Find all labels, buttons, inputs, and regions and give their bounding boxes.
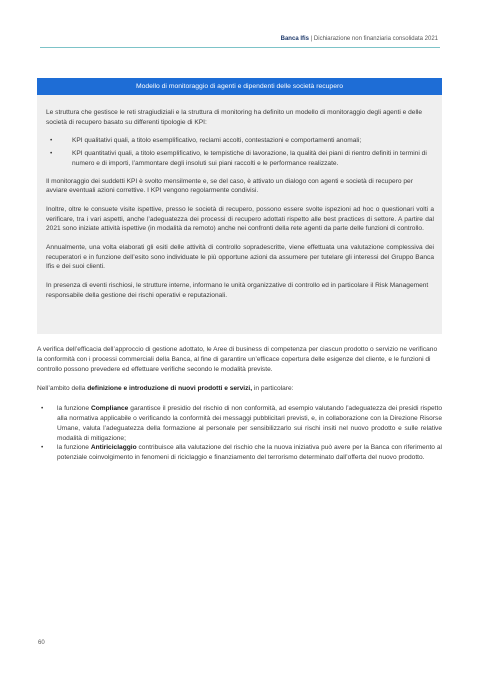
kpi-list bbox=[46, 136, 434, 168]
list-item bbox=[46, 149, 434, 168]
box-paragraph: Il monitoraggio dei suddetti KPI è svolto mensilmente e, se del caso, è attivato un dialogo con agenti e società di recupero per avviare eventuali azioni correttive. I KPI vengono regolarmente condivisi. bbox=[46, 177, 413, 195]
item-prefix: la funzione bbox=[57, 405, 91, 413]
monitoring-model-box bbox=[37, 78, 442, 334]
bullet-icon: • bbox=[50, 150, 53, 158]
item-bold: Compliance bbox=[90, 405, 129, 413]
para-prefix: Nell’ambito della bbox=[37, 385, 88, 393]
bullet-icon: • bbox=[41, 405, 44, 413]
para-bold: definizione e introduzione di nuovi prodotti e servizi, bbox=[87, 385, 253, 393]
box-intro: Le struttura che gestisce le reti stragiudiziali e la struttura di monitoring ha definito un modello di monitoraggio degli agenti e delle società di recupero basato su differenti tipologie di KPI: bbox=[46, 109, 423, 126]
box-body bbox=[37, 95, 442, 301]
body-paragraph bbox=[37, 384, 442, 394]
box-paragraph: Annualmente, una volta elaborati gli esiti delle attività di controllo sopradescritte, viene effettuata una valutazione complessiva dei recuperatori e in funzione dell’esito sono individuate le più opportune azioni da assumere per tutelare gli interessi del Gruppo Banca Ifis e dei suoi clienti. bbox=[46, 244, 434, 271]
box-paragraph: In presenza di eventi rischiosi, le strutture interne, informano le unità organizzative di controllo ed in particolare il Risk Management responsabile della gestione dei rischi operativi e reputazionali. bbox=[46, 282, 429, 299]
bullet-icon: • bbox=[41, 444, 44, 452]
header-brand: Banca Ifis bbox=[280, 36, 309, 42]
item-text: contribuisce alla valutazione del rischio che la nuova iniziativa può avere per la Banca con riferimento al potenziale coinvolgimento in fenomeni di riciclaggio e finanziamento del terrorismo determinato dall’offerta del nuovo prodotto. bbox=[57, 444, 442, 462]
item-text: garantisce il presidio del rischio di non conformità, ad esempio valutando l’adeguatezza dei presidi rispetto alla normativa applicabile o verificando la conformità dei messaggi pubblicitari previsti, e, in collaborazione con la Direzione Risorse Umane, valuta l’adeguatezza della formazione al personale per sensibilizzarlo sui rischi insiti nel nuovo prodotto e sulle relative modalità di mitigazione; bbox=[57, 405, 442, 442]
box-title: Modello di monitoraggio di agenti e dipendenti delle società recupero bbox=[37, 78, 442, 95]
page-number: 60 bbox=[38, 640, 45, 646]
functions-list bbox=[37, 404, 442, 463]
header-doc-title: Dichiarazione non finanziaria consolidata 2021 bbox=[313, 36, 438, 42]
item-bold: Antiriciclaggio bbox=[90, 444, 137, 452]
main-content bbox=[37, 345, 442, 463]
header-rule bbox=[40, 47, 440, 48]
kpi-text: KPI quantitativi quali, a titolo esemplificativo, le tempistiche di lavorazione, la qualità dei piani di rientro definiti in termini di numero e di importi, l’ammontare degli insoluti sui piani raccolti e le performance realizzate. bbox=[72, 150, 427, 167]
header-separator: | bbox=[309, 36, 314, 42]
body-paragraph: A verifica dell’efficacia dell’approccio di gestione adottato, le Aree di business di competenza per ciascun prodotto o servizio ne verificano la conformità con i processi commerciali della Banca, al fine di garantire un’efficace copertura delle esigenze del cliente, e le funzioni di controllo possono prevedere ed effettuare verifiche secondo le modalità previste. bbox=[37, 346, 438, 373]
item-prefix: la funzione bbox=[57, 444, 91, 452]
box-paragraph: Inoltre, oltre le consuete visite ispettive, presso le società di recupero, possono essere svolte ispezioni ad hoc o questionari volti a verificare, tra i vari aspetti, anche l’adeguatezza dei processi di recupero adottati rispetto alle best practices di settore. A partire dal 2021 sono iniziate attività ispettive (in modalità da remoto) anche nei confronti della rete agenti da parte delle funzioni di controllo. bbox=[46, 205, 434, 233]
list-item bbox=[46, 136, 434, 146]
running-header bbox=[281, 36, 438, 42]
bullet-icon: • bbox=[50, 137, 53, 145]
list-item bbox=[37, 404, 442, 443]
list-item bbox=[37, 443, 442, 463]
para-suffix: in particolare: bbox=[252, 385, 294, 393]
kpi-text: KPI qualitativi quali, a titolo esemplificativo, reclami accolti, contestazioni e comportamenti anomali; bbox=[72, 137, 362, 145]
